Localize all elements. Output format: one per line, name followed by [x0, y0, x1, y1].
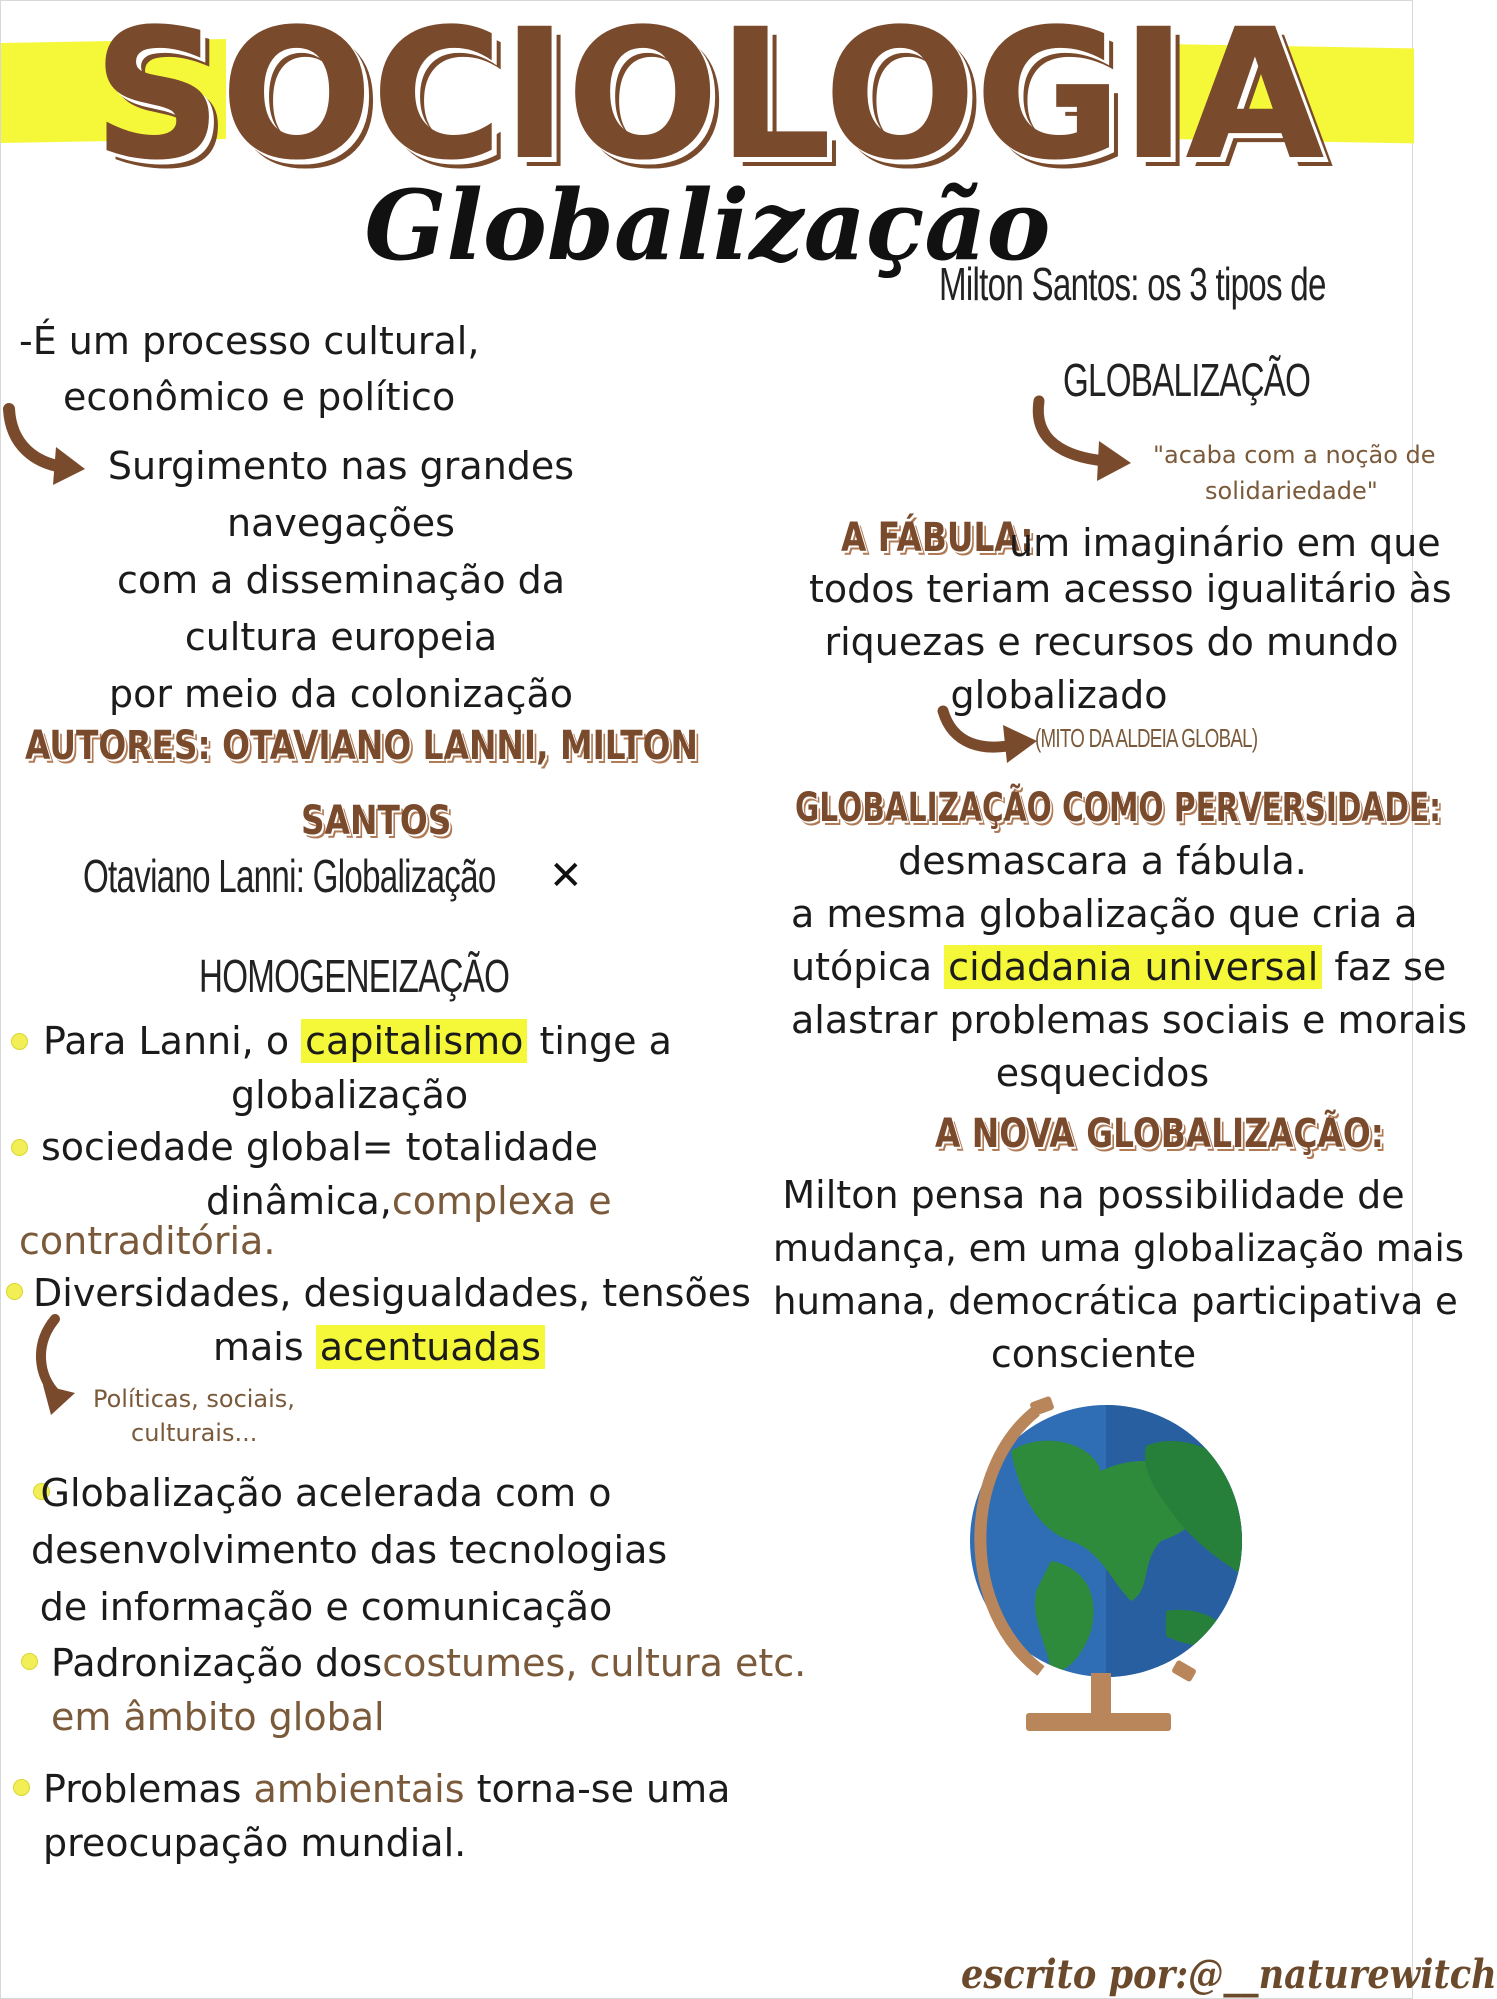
bullet-dot-icon: [6, 1283, 23, 1300]
bullet-dot-icon: [11, 1139, 28, 1156]
arrow-curve-icon: [1025, 393, 1137, 485]
intro-line-2: econômico e político: [63, 375, 456, 419]
bullet-dot-icon: [21, 1653, 38, 1670]
author-signature: escrito por:@__naturewitch: [961, 1951, 1497, 1998]
bullet-4-line: desenvolvimento das tecnologias: [31, 1528, 668, 1572]
bullet-2-line-1: sociedade global= totalidade: [41, 1125, 599, 1169]
milton-line-1: [939, 257, 1476, 311]
bullet-6-line-1: [43, 1761, 730, 1818]
nova-heading: A NOVA GLOBALIZAÇÃO:: [935, 1111, 1384, 1157]
origin-line: navegações: [227, 501, 455, 545]
bullet-3-line-1: Diversidades, desigualdades, tensões: [33, 1271, 751, 1315]
origin-line: cultura europeia: [184, 615, 498, 659]
fabula-block: [809, 563, 1452, 722]
quote-line-1: "acaba com a noção de: [1153, 441, 1436, 469]
perv-line: desmascara a fábula.: [898, 839, 1307, 883]
b1-post: tinge a: [527, 1019, 672, 1063]
b1-pre: Para Lanni, o: [43, 1019, 302, 1063]
fabula-line-1: um imaginário em que: [1009, 521, 1441, 565]
origin-line: com a disseminação da: [116, 558, 566, 602]
perv-line: esquecidos: [995, 1051, 1210, 1095]
highlight-cidadania: cidadania universal: [944, 945, 1322, 989]
nova-line: humana, democrática participativa e: [773, 1280, 1458, 1323]
lanni-line-2: [199, 949, 630, 1003]
bullet-6-line-2: preocupação mundial.: [43, 1821, 467, 1865]
fabula-note-text: (MITO DA ALDEIA GLOBAL): [1035, 723, 1258, 753]
b2-dinamica: dinâmica,: [206, 1179, 392, 1223]
origin-line: por meio da colonização: [108, 672, 574, 716]
perv-line: alastrar problemas sociais e morais: [791, 998, 1468, 1042]
highlight-acentuadas: acentuadas: [316, 1325, 545, 1369]
b5-costumes: costumes, cultura etc.: [382, 1641, 807, 1685]
bullet-1-line-2: globalização: [231, 1073, 469, 1117]
bullet-4-line: Globalização acelerada com o: [40, 1471, 612, 1515]
bullet-5-line-2: em âmbito global: [51, 1695, 385, 1739]
perv-line: a mesma globalização que cria a: [791, 892, 1418, 936]
highlight-capitalismo: capitalismo: [301, 1019, 527, 1063]
lanni-homog: HOMOGENEIZAÇÃO: [199, 950, 510, 1002]
perversidade-block: [791, 835, 1468, 1100]
perv-line-3: [791, 941, 1447, 994]
bullet-1-line-1: [43, 1013, 672, 1070]
nova-line: Milton pensa na possibilidade de: [782, 1173, 1405, 1217]
page-subtitle: Globalização: [364, 169, 1051, 282]
authors-heading-line-1: AUTORES: OTAVIANO LANNI, MILTON: [25, 723, 698, 769]
bullet-4-block: [31, 1465, 668, 1636]
nova-line: consciente: [990, 1332, 1197, 1376]
b3-mais: mais: [213, 1325, 316, 1369]
fabula-line: todos teriam acesso igualitário às: [809, 567, 1452, 611]
perv-fazse: faz se: [1322, 945, 1447, 989]
bullet-5-line-1: [51, 1635, 806, 1692]
fabula-heading: A FÁBULA:: [841, 515, 1034, 561]
arrow-curve-icon: [933, 701, 1043, 771]
cross-icon: ✕: [549, 853, 583, 899]
page-title: SOCIOLOGIA: [92, 0, 1323, 200]
b5-padronizacao: Padronização dos: [51, 1641, 383, 1685]
bullet-2-line-3: contraditória.: [19, 1219, 276, 1263]
bullet-dot-icon: [11, 1033, 28, 1050]
fabula-line: riquezas e recursos do mundo: [824, 620, 1399, 664]
b6-problemas: Problemas: [43, 1767, 254, 1811]
bullet-3-note-1: Políticas, sociais,: [93, 1385, 295, 1413]
authors-heading-line-2: SANTOS: [301, 798, 452, 844]
quote-line-2: solidariedade": [1205, 477, 1378, 505]
bullet-3-note-2: culturais...: [131, 1419, 258, 1447]
bullet-3-line-2: [213, 1319, 545, 1376]
fabula-note: [1035, 723, 1344, 754]
bullet-dot-icon: [13, 1779, 30, 1796]
arrow-curve-icon: [31, 1313, 91, 1418]
b6-torna: torna-se uma: [464, 1767, 731, 1811]
lanni-text: Otaviano Lanni: Globalização: [83, 850, 496, 902]
milton-text-1: Milton Santos: os 3 tipos de: [939, 258, 1326, 310]
nova-line: mudança, em uma globalização mais: [773, 1227, 1465, 1270]
milton-text-2: GLOBALIZAÇÃO: [1063, 354, 1311, 406]
nova-block: [773, 1169, 1465, 1381]
globe-icon: [951, 1391, 1251, 1741]
intro-line-1: -É um processo cultural,: [19, 319, 480, 363]
origin-block: [61, 438, 621, 723]
b6-ambientais: ambientais: [253, 1767, 465, 1811]
perv-utopica: utópica: [791, 945, 945, 989]
fabula-line: globalizado: [950, 673, 1168, 717]
perversidade-heading: GLOBALIZAÇÃO COMO PERVERSIDADE:: [795, 785, 1441, 831]
b2-complexa: complexa e: [391, 1179, 612, 1223]
bullet-4-line: de informação e comunicação: [39, 1585, 613, 1629]
origin-line: Surgimento nas grandes: [107, 444, 575, 488]
